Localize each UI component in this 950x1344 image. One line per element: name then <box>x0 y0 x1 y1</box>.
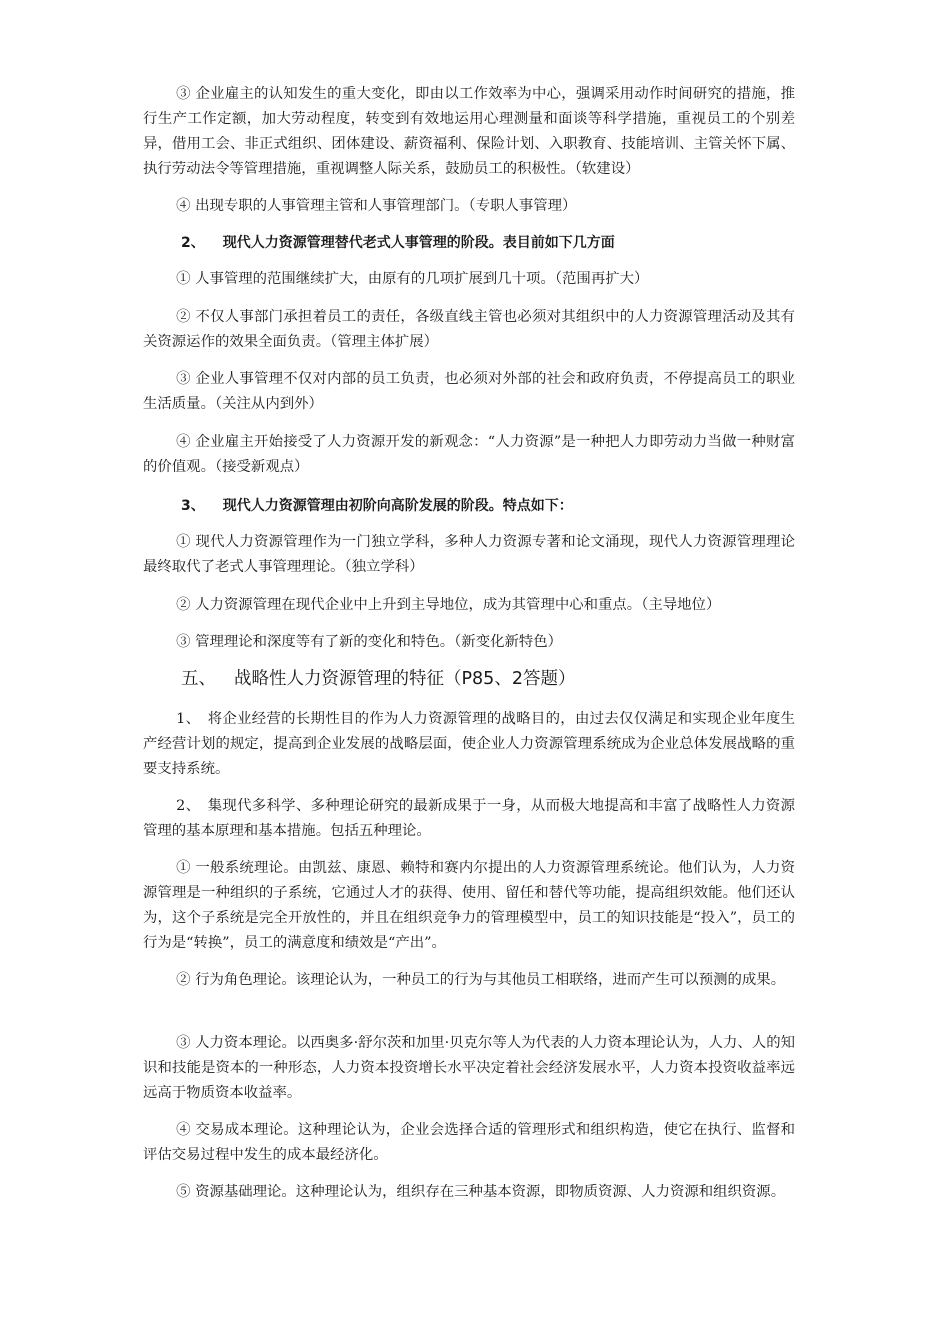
paragraph-general-systems-theory: ① 一般系统理论。由凯兹、康恩、赖特和赛内尔提出的人力资源管理系统论。他们认为，人力资源管理是一种组织的子系统，它通过人才的获得、使用、留任和替代等功能，提高组织效能。他们还认为，这个子系统是完全开放性的，并且在组织竞争力的管理模型中，员工的知识技能是“投入”，员工的行为是“转换”，员工的满意度和绩效是“产出”。 <box>143 860 795 951</box>
paragraph-independent-discipline: ① 现代人力资源管理作为一门独立学科，多种人力资源专著和论文涌现，现代人力资源管理理论最终取代了老式人事管理理论。（独立学科） <box>143 534 795 575</box>
paragraph-behavioral-role-theory: ② 行为角色理论。该理论认为，一种员工的行为与其他员工相联络，进而产生可以预测的成果。 <box>176 972 786 988</box>
paragraph-new-features: ③ 管理理论和深度等有了新的变化和特色。（新变化新特色） <box>176 634 563 650</box>
subheading-number: 2、 <box>181 235 205 251</box>
paragraph-management-subject: ② 不仅人事部门承担着员工的责任，各级直线主管也必须对其组织中的人力资源管理活动及其有关资源运作的效果全面负责。（管理主体扩展） <box>143 309 795 350</box>
section-heading-5 <box>181 665 801 693</box>
paragraph-transaction-cost-theory: ④ 交易成本理论。这种理论认为，企业会选择合适的管理形式和组织构造，使它在执行、监督和评估交易过程中发生的成本最经济化。 <box>143 1122 795 1163</box>
paragraph-item-4-dedicated-hr: ④ 出现专职的人事管理主管和人事管理部门。（专职人事管理） <box>176 198 577 214</box>
section-number: 五、 <box>181 669 216 689</box>
paragraph-inside-out: ③ 企业人事管理不仅对内部的员工负责，也必须对外部的社会和政府负责，不停提高员工的职业生活质量。（关注从内到外） <box>143 371 795 412</box>
paragraph-human-capital-theory: ③ 人力资本理论。以西奥多·舒尔茨和加里·贝克尔等人为代表的人力资本理论认为，人力、人的知识和技能是资本的一种形态，人力资本投资增长水平决定着社会经济发展水平，人力资本投资收益率远远高于物质资本收益率。 <box>143 1035 795 1101</box>
subheading-text: 现代人力资源管理由初阶向高阶发展的阶段。特点如下： <box>222 498 573 514</box>
section-title: 战略性人力资源管理的特征（P85、2答题） <box>234 669 576 689</box>
paragraph-leading-position: ② 人力资源管理在现代企业中上升到主导地位，成为其管理中心和重点。（主导地位） <box>176 597 721 613</box>
paragraph-scope-expansion: ① 人事管理的范围继续扩大，由原有的几项扩展到几十项。（范围再扩大） <box>176 271 649 287</box>
subheading-text: 现代人力资源管理替代老式人事管理的阶段。表目前如下几方面 <box>222 235 615 251</box>
subheading-stage-3 <box>181 494 801 518</box>
subheading-number: 3、 <box>181 498 205 514</box>
paragraph-multi-theory: 2、 集现代多科学、多种理论研究的最新成果于一身，从而极大地提高和丰富了战略性人力资源管理的基本原理和基本措施。包括五种理论。 <box>143 798 795 839</box>
paragraph-item-3-employer-cognition: ③ 企业雇主的认知发生的重大变化，即由以工作效率为中心，强调采用动作时间研究的措施，推行生产工作定额，加大劳动程度，转变到有效地运用心理测量和面谈等科学措施，重视员工的个别差异，借用工会、非正式组织、团体建设、薪资福利、保险计划、入职教育、技能培训、主管关怀下属、执行劳动法令等管理措施，重视调整人际关系，鼓励员工的积极性。（软建设） <box>143 86 795 177</box>
paragraph-resource-based-theory: ⑤ 资源基础理论。这种理论认为，组织存在三种基本资源，即物质资源、人力资源和组织资源。 <box>176 1184 786 1200</box>
paragraph-strategic-goal: 1、 将企业经营的长期性目的作为人力资源管理的战略目的，由过去仅仅满足和实现企业年度生产经营计划的规定，提高到企业发展的战略层面，使企业人力资源管理系统成为企业总体发展战略的重要支持系统。 <box>143 711 795 777</box>
paragraph-new-viewpoint: ④ 企业雇主开始接受了人力资源开发的新观念：“人力资源”是一种把人力即劳动力当做一种财富的价值观。（接受新观点） <box>143 434 795 475</box>
subheading-stage-2 <box>181 231 801 255</box>
